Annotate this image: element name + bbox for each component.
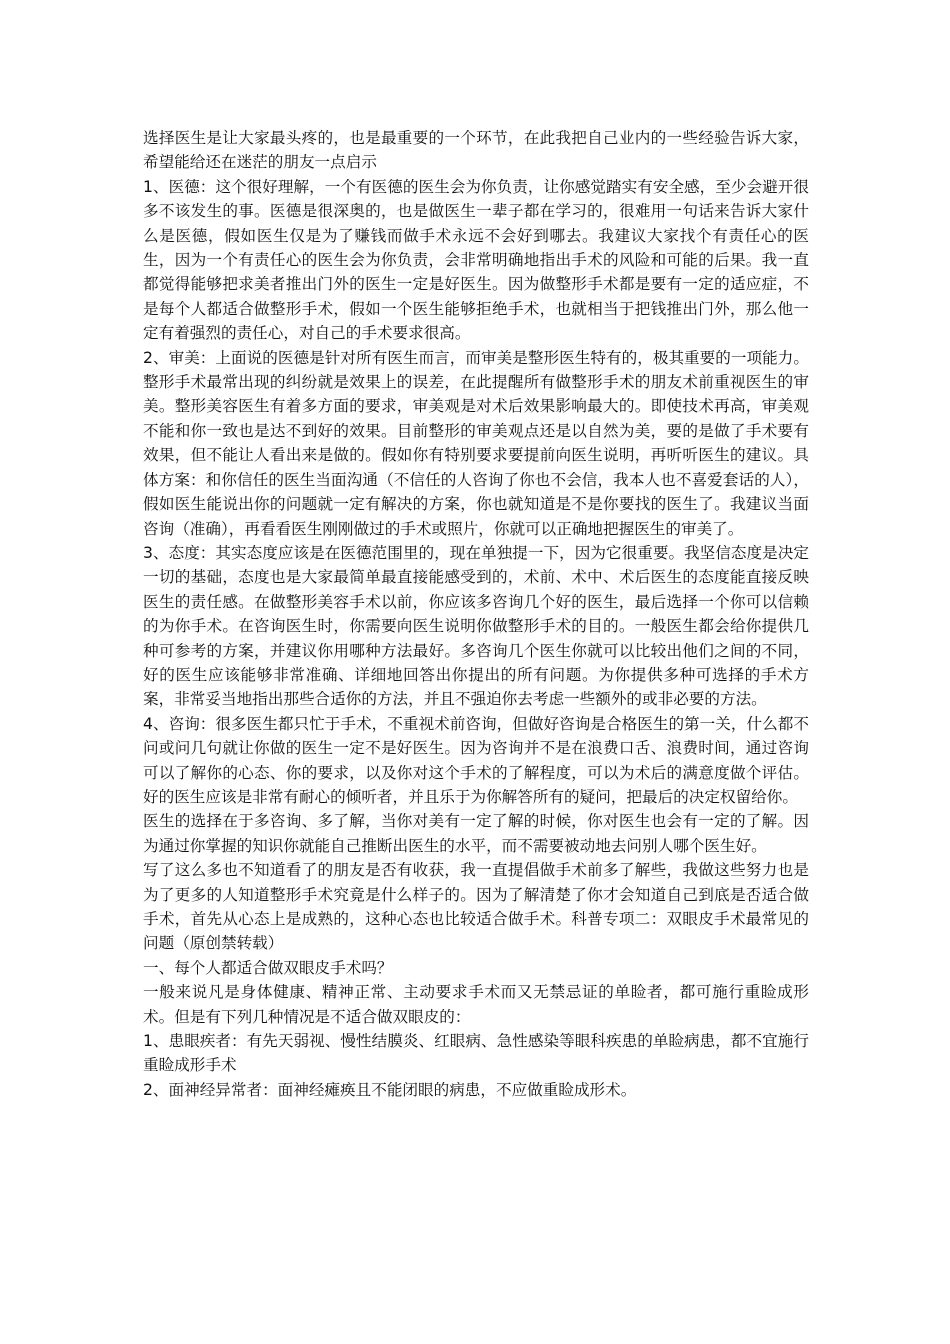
paragraph-attitude: 3、态度：其实态度应该是在医德范围里的，现在单独提一下，因为它很重要。我坚信态度是决定一切的基础，态度也是大家最简单最直接能感受到的，术前、术中、术后医生的态度能直接反映医生的责任感。在做整形美容手术以前，你应该多咨询几个好的医生，最后选择一个你可以信赖的为你手术。在咨询医生时，你需要向医生说明你做整形手术的目的。一般医生都会给你提供几种可参考的方案，并建议你用哪种方法最好。多咨询几个医生你就可以比较出他们之间的不同，好的医生应该能够非常准确、详细地回答出你提出的所有问题。为你提供多种可选择的手术方案，非常妥当地指出那些合适你的方法，并且不强迫你去考虑一些额外的或非必要的方法。: [143, 543, 809, 709]
paragraph-general-suitability: 一般来说凡是身体健康、精神正常、主动要求手术而又无禁忌证的单睑者，都可施行重睑成形术。但是有下列几种情况是不适合做双眼皮的：: [143, 983, 809, 1026]
paragraph-ethics: 1、医德：这个很好理解，一个有医德的医生会为你负责，让你感觉踏实有安全感，至少会避开很多不该发生的事。医德是很深奥的，也是做医生一辈子都在学习的，很难用一句话来告诉大家什么是医德，假如医生仅是为了赚钱而做手术永远不会好到哪去。我建议大家找个有责任心的医生，因为一个有责任心的医生会为你负责，会非常明确地指出手术的风险和可能的后果。我一直都觉得能够把求美者推出门外的医生一定是好医生。因为做整形手术都是要有一定的适应症，不是每个人都适合做整形手术，假如一个医生能够拒绝手术，也就相当于把钱推出门外，那么他一定有着强烈的责任心，对自己的手术要求很高。: [143, 177, 809, 343]
paragraph-intro: 选择医生是让大家最头疼的，也是最重要的一个环节，在此我把自己业内的一些经验告诉大家，希望能给还在迷茫的朋友一点启示: [143, 129, 809, 172]
paragraph-facial-nerve: 2、面神经异常者：面神经瘫痪且不能闭眼的病患，不应做重睑成形术。: [143, 1080, 637, 1099]
paragraph-summary: 写了这么多也不知道看了的朋友是否有收获，我一直提倡做手术前多了解些，我做这些努力也是为了更多的人知道整形手术究竟是什么样子的。因为了解清楚了你才会知道自己到底是否适合做手术，首先从心态上是成熟的，这种心态也比较适合做手术。科普专项二：双眼皮手术最常见的问题（原创禁转载）: [143, 861, 809, 953]
paragraph-question-heading: 一、每个人都适合做双眼皮手术吗？: [143, 958, 393, 977]
paragraph-consultation: 4、咨询：很多医生都只忙于手术，不重视术前咨询，但做好咨询是合格医生的第一关，什么都不问或问几句就让你做的医生一定不是好医生。因为咨询并不是在浪费口舌、浪费时间，通过咨询可以了解你的心态、你的要求，以及你对这个手术的了解程度，可以为术后的满意度做个评估。好的医生应该是非常有耐心的倾听者，并且乐于为你解答所有的疑问，把最后的决定权留给你。: [143, 714, 809, 806]
paragraph-eye-disease: 1、患眼疾者：有先天弱视、慢性结膜炎、红眼病、急性感染等眼科疾患的单睑病患，都不宜施行重睑成形手术: [143, 1032, 809, 1075]
paragraph-aesthetics: 2、审美：上面说的医德是针对所有医生而言，而审美是整形医生特有的，极其重要的一项能力。整形手术最常出现的纠纷就是效果上的误差，在此提醒所有做整形手术的朋友术前重视医生的审美。整形美容医生有着多方面的要求，审美观是对术后效果影响最大的。即使技术再高，审美观不能和你一致也是达不到好的效果。目前整形的审美观点还是以自然为美，要的是做了手术要有效果，但不能让人看出来是做的。假如你有特别要求要提前向医生说明，再听听医生的建议。具体方案：和你信任的医生当面沟通（不信任的人咨询了你也不会信，我本人也不喜爱套话的人），假如医生能说出你的问题就一定有解决的方案，你也就知道是不是你要找的医生了。我建议当面咨询（准确），再看看医生刚刚做过的手术或照片，你就可以正确地把握医生的审美了。: [143, 348, 809, 538]
document-body: [143, 126, 809, 1102]
paragraph-choosing-doctor: 医生的选择在于多咨询、多了解，当你对美有一定了解的时候，你对医生也会有一定的了解。因为通过你掌握的知识你就能自己推断出医生的水平，而不需要被动地去问别人哪个医生好。: [143, 812, 809, 855]
